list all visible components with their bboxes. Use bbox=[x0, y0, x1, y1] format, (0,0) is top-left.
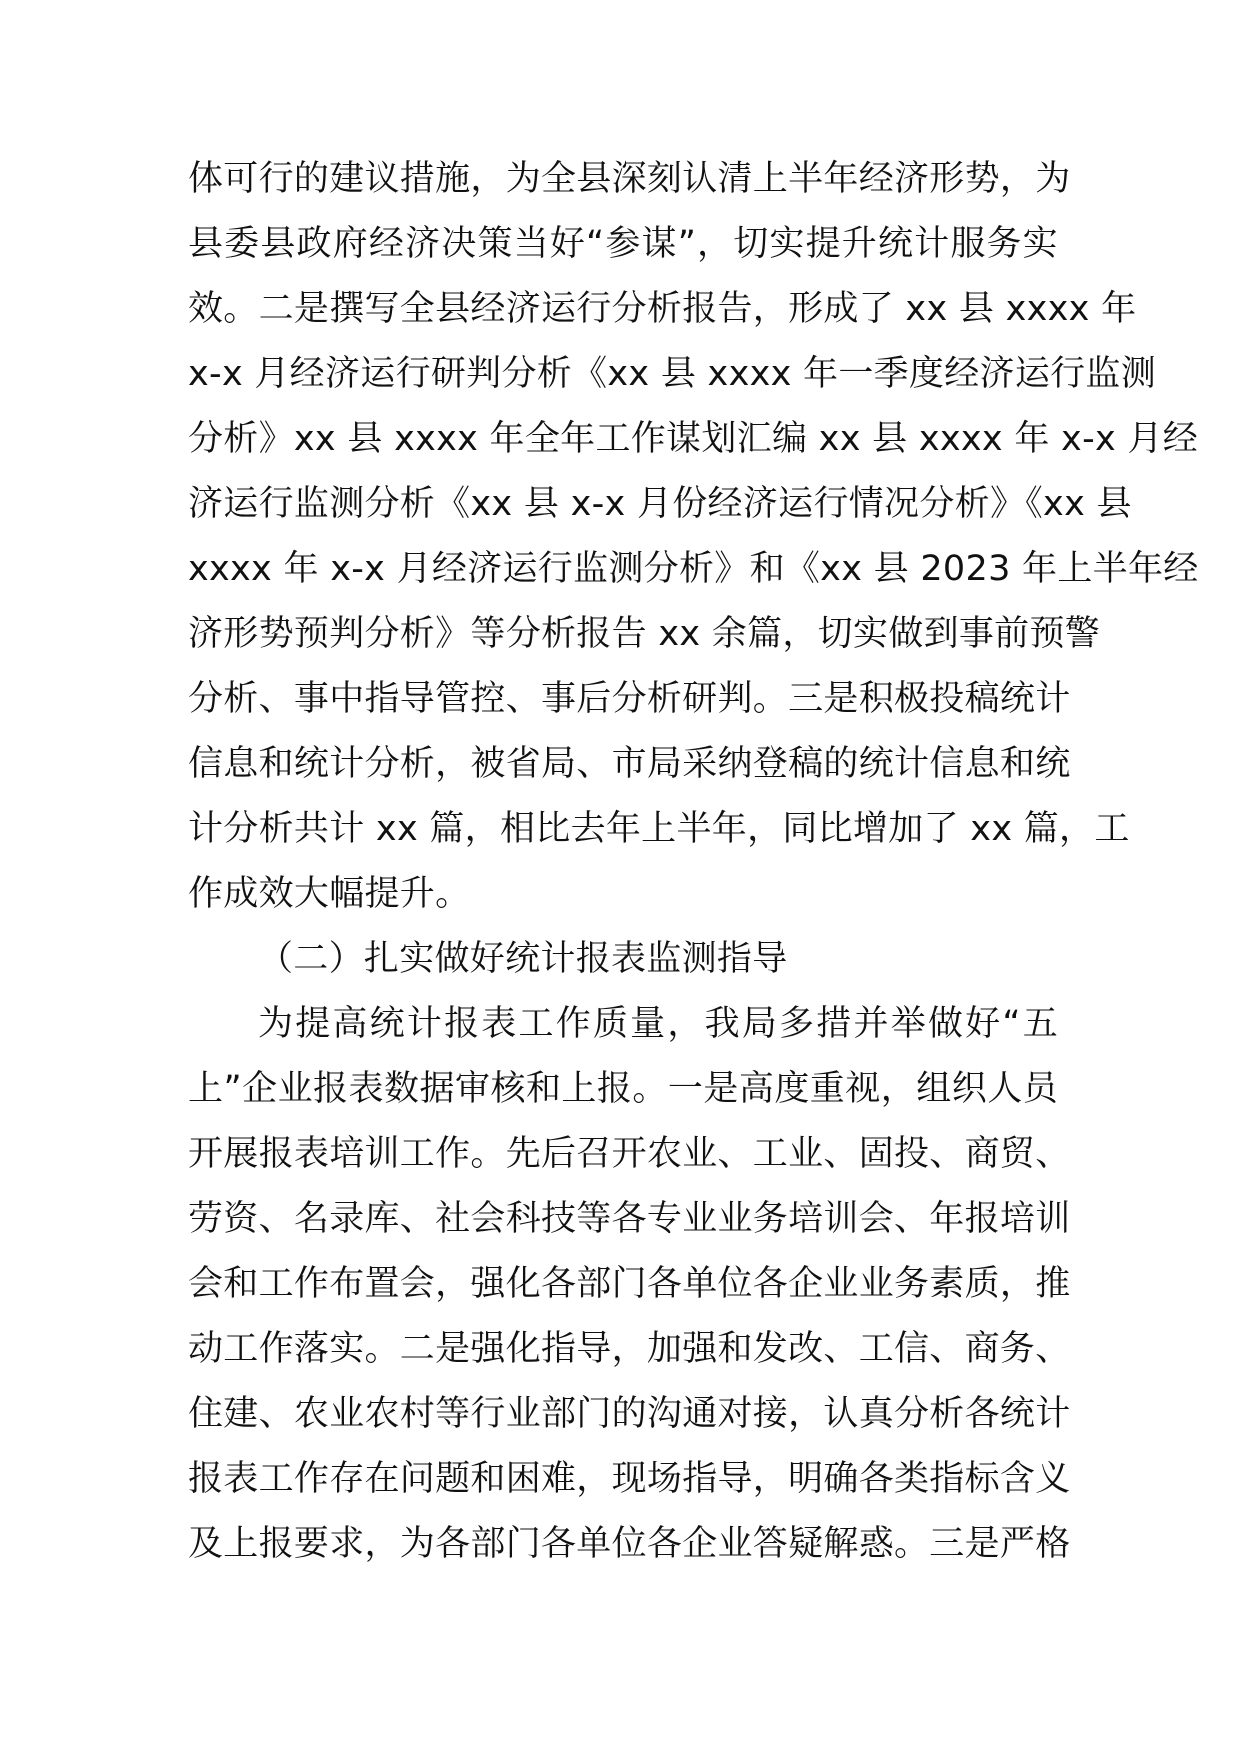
text-line: 为提高统计报表工作质量，我局多措并举做好“五 bbox=[258, 1004, 1058, 1044]
text-line: 济形势预判分析》等分析报告 xx 余篇，切实做到事前预警 bbox=[188, 614, 1101, 654]
text-line: 及上报要求，为各部门各单位各企业答疑解惑。三是严格 bbox=[188, 1524, 1071, 1564]
text-line: 住建、农业农村等行业部门的沟通对接，认真分析各统计 bbox=[188, 1394, 1071, 1434]
text-line: xxxx 年 x-x 月经济运行监测分析》和《xx 县 2023 年上半年经 bbox=[188, 549, 1199, 589]
text-line: 劳资、名录库、社会科技等各专业业务培训会、年报培训 bbox=[188, 1199, 1071, 1239]
text-line: 分析、事中指导管控、事后分析研判。三是积极投稿统计 bbox=[188, 679, 1071, 719]
text-line: 作成效大幅提升。 bbox=[188, 874, 471, 914]
text-line: x-x 月经济运行研判分析《xx 县 xxxx 年一季度经济运行监测 bbox=[188, 354, 1157, 394]
text-line: 上”企业报表数据审核和上报。一是高度重视，组织人员 bbox=[188, 1069, 1058, 1109]
text-line: 会和工作布置会，强化各部门各单位各企业业务素质，推 bbox=[188, 1264, 1071, 1304]
text-line: 开展报表培训工作。先后召开农业、工业、固投、商贸、 bbox=[188, 1134, 1071, 1174]
text-line: 信息和统计分析，被省局、市局采纳登稿的统计信息和统 bbox=[188, 744, 1071, 784]
text-line: 县委县政府经济决策当好“参谋”，切实提升统计服务实 bbox=[188, 224, 1058, 264]
paragraph-statistical-analysis bbox=[188, 147, 1199, 927]
paragraph-report-monitoring bbox=[188, 992, 1071, 1577]
text-line: 报表工作存在问题和困难，现场指导，明确各类指标含义 bbox=[188, 1459, 1071, 1499]
section-heading-2 bbox=[188, 927, 1058, 992]
text-line: 体可行的建议措施，为全县深刻认清上半年经济形势，为 bbox=[188, 159, 1071, 199]
text-line: 计分析共计 xx 篇，相比去年上半年，同比增加了 xx 篇，工 bbox=[188, 809, 1130, 849]
section-heading: （二）扎实做好统计报表监测指导 bbox=[258, 939, 788, 979]
text-line: 分析》xx 县 xxxx 年全年工作谋划汇编 xx 县 xxxx 年 x-x 月经 bbox=[188, 419, 1199, 459]
text-line: 济运行监测分析《xx 县 x-x 月份经济运行情况分析》《xx 县 bbox=[188, 484, 1132, 524]
text-line: 动工作落实。二是强化指导，加强和发改、工信、商务、 bbox=[188, 1329, 1071, 1369]
text-line: 效。二是撰写全县经济运行分析报告，形成了 xx 县 xxxx 年 bbox=[188, 289, 1137, 329]
